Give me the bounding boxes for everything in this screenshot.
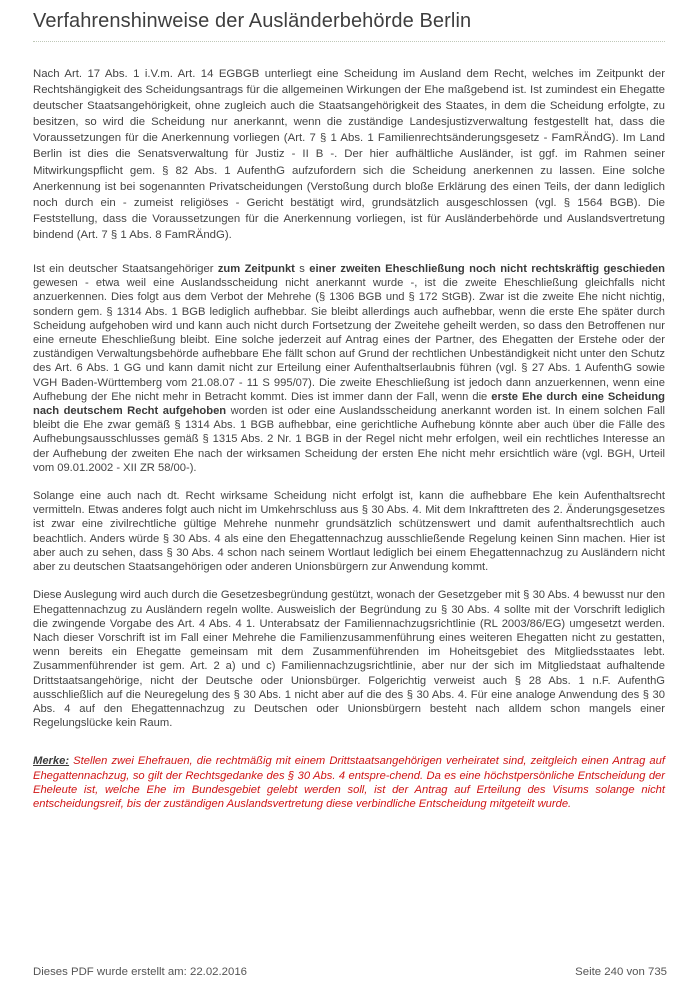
merke-text: Stellen zwei Ehefrauen, die rechtmäßig mit einem Drittstaatsangehörigen verheiratet sind, zeitgleich einen Antrag auf Ehegattennachzug, so gilt der Rechtsgedanke des § 30 Abs. 4 entspre-chend. Da es eine höchstpersönliche Entscheidung der Eheleute ist, welche Ehe im Bundesgebiet gelebt werden soll, ist der Antrag auf Erteilung des Visums solange nicht entscheidungsreif, bis der zuständigen Auslandsvertretung diese verbindliche Entscheidung mitgeteilt wurde. bbox=[33, 755, 665, 810]
text-run: s bbox=[294, 263, 310, 276]
text-run: Ist ein deutscher Staatsangehöriger bbox=[33, 263, 218, 276]
text-run: gewesen - etwa weil eine Auslandsscheidung nicht anerkannt wurde -, ist die zweite Eheschließung gleichfalls nicht anzuerkennen. Dies folgt aus dem Verbot der Mehrehe (§ 1306 BGB und § 172 StGB). Zwar ist die zweite Ehe nicht nichtig, sondern gem. § 1314 Abs. 1 BGB lediglich aufhebbar. Sie bleibt allerdings auch aufhebbar, wenn die erste Ehe später durch Scheidung aufgehoben wird und kann auch nicht durch Fortsetzung der Zweitehe geheilt werden, so dass den Betroffenen nur eine erneute Eheschließung bleibt. Eine solche jederzeit auf Antrag eines der Partner, des Ehegatten der Erstehe oder der zuständigen Verwaltungsbehörde aufhebbare Ehe fällt schon auf Grund der rechtlichen Unbeständigkeit nicht unter den Schutz des Art. 6 Abs. 1 GG und kann damit nicht zur Erteilung einer Aufenthaltserlaubnis führen (vgl. § 27 Abs. 1 AufenthG sowie VGH Baden-Württemberg vom 21.08.07 - 11 S 995/07). Die zweite Eheschließung ist jedoch dann anzuerkennen, wenn eine Aufhebung der Ehe nicht mehr in Betracht kommt. Dies ist immer dann der Fall, wenn die bbox=[33, 277, 665, 403]
document-body bbox=[33, 66, 665, 811]
page-title: Verfahrenshinweise der Ausländerbehörde Berlin bbox=[33, 10, 472, 32]
paragraph-gesetzesbegruendung: Diese Auslegung wird auch durch die Gesetzesbegründung gestützt, wonach der Gesetzgeber mit § 30 Abs. 4 bewusst nur den Ehegattennachzug zu Ausländern regeln wollte. Ausweislich der Begründung zu § 30 Abs. 4 sollte mit der Vorschrift lediglich die zwingende Vorgabe des Art. 4 Abs. 4 1. Unterabsatz der Familiennachzugsrichtlinie (RL 2003/86/EG) umgesetzt werden. Nach dieser Vorschrift ist im Fall einer Mehrehe die Familienzusammenführung eines weiteren Ehegatten nicht zu gestatten, wenn bereits ein Ehegatte gemeinsam mit dem Zusammenführenden im Hoheitsgebiet des Mitgliedsstaates lebt. Zusammenführender ist gem. Art. 2 a) und c) Familiennachzugsrichtlinie, aber nur der sich im Mitgliedstaat aufhaltende Drittstaatsangehörige, nicht der Deutsche oder Unionsbürger. Folgerichtig verweist auch § 28 Abs. 1 n.F. AufenthG ausschließlich auf die Neuregelung des § 30 Abs. 1 nicht aber auf die des § 30 Abs. 4. Für eine analoge Anwendung des § 30 Abs. 4 auf den Ehegattennachzug zu Deutschen oder Unionsbürgern besteht nach alldem schon mangels einer Regelungslücke kein Raum. bbox=[33, 589, 665, 730]
page-header bbox=[33, 10, 665, 42]
page-footer bbox=[33, 966, 667, 978]
header-divider bbox=[33, 41, 665, 42]
paragraph-zweite-eheschliessung bbox=[33, 262, 665, 475]
bold-text: einer zweiten Eheschließung noch nicht rechtskräftig geschieden bbox=[309, 263, 666, 276]
merke-label: Merke: bbox=[33, 755, 70, 768]
bold-text: erste Ehe durch eine Scheidung nach deutschem Recht aufgehoben bbox=[33, 390, 666, 418]
footer-created-date: Dieses PDF wurde erstellt am: 22.02.2016 bbox=[33, 966, 247, 978]
bold-text: zum Zeitpunkt bbox=[217, 263, 295, 276]
paragraph-aufenthaltsrecht: Solange eine auch nach dt. Recht wirksame Scheidung nicht erfolgt ist, kann die aufhebbare Ehe kein Aufenthaltsrecht vermitteln. Etwas anderes folgt auch nicht im Umkehrschluss aus § 30 Abs. 4. Mit dem Inkrafttreten des 2. Änderungsgesetzes ist zwar eine zivilrechtliche gültige Mehrehe nunmehr grundsätzlich schützenswert und damit aufenthaltsrechtlich auch beachtlich. Anders würde § 30 Abs. 4 als eine den Ehegattennachzug ausschließende Regelung keinen Sinn machen. Hier ist aber auch zu sehen, dass § 30 Abs. 4 schon nach seinem Wortlaut lediglich bei einem Ehegattennachzug zu Ausländern nicht aber zu deutschen Staatsangehörigen oder anderen Unionsbürgern zur Anwendung kommt. bbox=[33, 490, 665, 574]
merke-note bbox=[33, 754, 665, 811]
paragraph-scheidung-ausland: Nach Art. 17 Abs. 1 i.V.m. Art. 14 EGBGB unterliegt eine Scheidung im Ausland dem Recht, welches im Zeitpunkt der Rechtshängigkeit des Scheidungsantrags für die allgemeinen Wirkungen der Ehe maßgebend ist. Ist zumindest ein Ehegatte deutscher Staatsangehörigkeit, ohne zugleich auch die Staatsangehörigkeit des Staates, in dem die Scheidung erfolgte, zu besitzen, so wird die Scheidung nur anerkannt, wenn die zuständige Landesjustizverwaltung festgestellt hat, dass die Voraussetzungen für die Anerkennung vorliegen (Art. 7 § 1 Abs. 1 Familienrechtsänderungsgesetz - FamRÄndG). Im Land Berlin ist dies die Senatsverwaltung für Justiz - II B -. Der hier aufhältliche Ausländer, ist ggf. im Rahmen seiner Mitwirkungspflicht gem. § 82 Abs. 1 AufenthG aufzufordern sich die Scheidung anerkennen zu lassen. Eine solche Anerkennung ist bei sogenannten Privatscheidungen (Verstoßung durch bloße Erklärung des einen Teils, der dann lediglich noch durch ein - zumeist religiöses - Gericht bestätigt wird, grundsätzlich ausgeschlossen (vgl. § 1564 BGB). Die Feststellung, dass die Voraussetzungen für die Anerkennung vorliegen, ist für Ausländerbehörde und Auslandsvertretung bindend (Art. 7 § 1 Abs. 8 FamRÄndG). bbox=[33, 68, 665, 241]
footer-page-number: Seite 240 von 735 bbox=[575, 966, 667, 978]
text-run: worden ist oder eine Auslandsscheidung anerkannt worden ist. In einem solchen Fall bleibt die Ehe zwar gemäß § 1314 Abs. 1 BGB aufhebbar, eine gerichtliche Aufhebung könnte aber auch über die Fälle des Aufhebungsausschlusses gemäß § 1315 Abs. 2 Nr. 1 BGB in der Regel nicht mehr erfolgen, weil ein rechtliches Interesse an der Aufhebung der zweiten Ehe nach der wirksamen Scheidung der ersten Ehe nicht mehr ersichtlich wäre (vgl. BGH, Urteil vom 09.01.2002 - XII ZR 58/00-). bbox=[33, 405, 665, 474]
